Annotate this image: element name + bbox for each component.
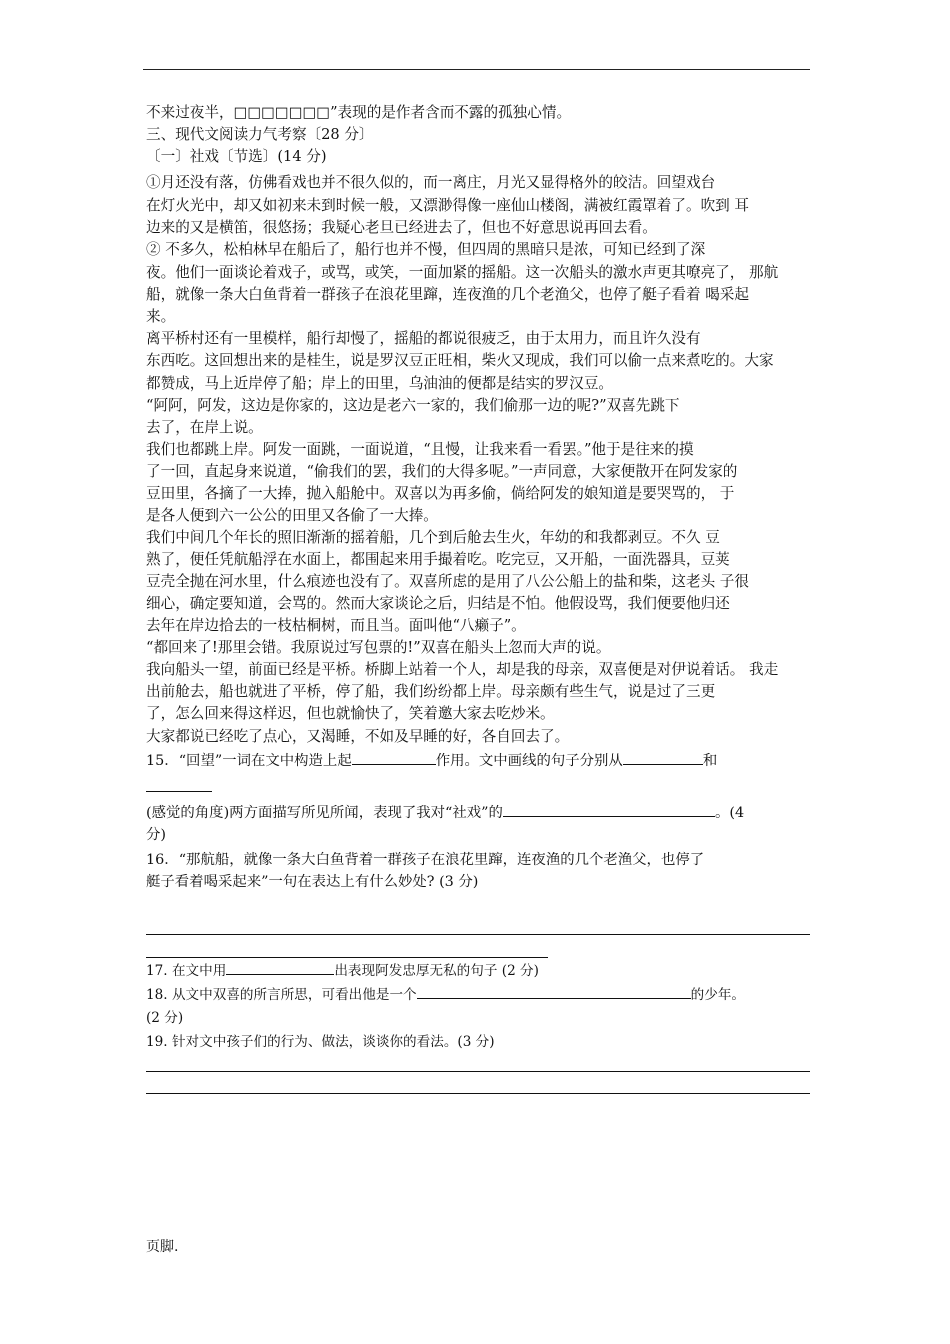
text-line: 夜。他们一面谈论着戏子，或骂，或笑，一面加紧的摇船。这一次船头的激水声更其嘹亮了， 那航 bbox=[146, 264, 779, 281]
text-line: 边来的又是横笛，很悠扬；我疑心老旦已经进去了，但也不好意思说再回去看。 bbox=[146, 219, 657, 236]
text-line: 东西吃。这回想出来的是桂生，说是罗汉豆正旺相，柴火又现成，我们可以偷一点来煮吃的。大家 bbox=[146, 352, 774, 369]
answer-line[interactable] bbox=[146, 1071, 810, 1072]
answer-blank[interactable] bbox=[352, 750, 436, 765]
page-footer: 页脚. bbox=[146, 1239, 179, 1255]
question-15-text-f: 分) bbox=[146, 827, 167, 843]
question-16-line2: 艇子看着喝采起来”一句在表达上有什么妙处? (3 分) bbox=[146, 874, 479, 890]
text-line: 不来过夜半，□□□□□□□”表现的是作者含而不露的孤独心情。 bbox=[146, 104, 572, 121]
question-15-text-c: 和 bbox=[702, 753, 718, 769]
section-heading: 三、现代文阅读力气考察〔28 分〕 bbox=[146, 126, 374, 143]
text-line: 都赞成，马上近岸停了船；岸上的田里，乌油油的便都是结实的罗汉豆。 bbox=[146, 375, 614, 392]
text-line: ② 不多久，松柏林早在船后了，船行也并不慢，但四周的黑暗只是浓，可知已经到了深 bbox=[146, 241, 706, 258]
text-line: 我向船头一望，前面已经是平桥。桥脚上站着一个人，却是我的母亲，双喜便是对伊说着话。 我走 bbox=[146, 661, 779, 678]
text-line: 细心，确定要知道，会骂的。然而大家谈论之后，归结是不怕。他假设骂，我们便要他归还 bbox=[146, 595, 730, 612]
text-line: 我们也都跳上岸。阿发一面跳，一面说道，“且慢，让我来看一看罢。”他于是往来的摸 bbox=[146, 441, 694, 458]
question-18-line2: (2 分) bbox=[146, 1010, 184, 1026]
question-18-line1 bbox=[146, 984, 745, 1006]
text-line: 大家都说已经吃了点心，又渴睡，不如及早睡的好，各自回去了。 bbox=[146, 728, 570, 745]
question-18-text-a: 18. 从文中双喜的所言所思，可看出他是一个 bbox=[146, 987, 417, 1003]
text-line: 在灯火光中，却又如初来未到时候一般，又漂渺得像一座仙山楼阁，满被红霞罩着了。吹到 耳 bbox=[146, 197, 749, 214]
text-line: 来。 bbox=[146, 308, 176, 325]
question-15-text-a: 15．“回望”一词在文中构造上起 bbox=[146, 753, 352, 769]
answer-line[interactable] bbox=[146, 957, 548, 958]
question-15-text-e: 。(4 bbox=[714, 805, 745, 821]
answer-line[interactable] bbox=[146, 934, 810, 935]
answer-blank[interactable] bbox=[226, 960, 334, 975]
text-line: 我们中间几个年长的照旧渐渐的摇着船，几个到后舱去生火，年幼的和我都剥豆。不久 豆 bbox=[146, 529, 720, 546]
question-16-line1: 16．“那航船，就像一条大白鱼背着一群孩子在浪花里蹿，连夜渔的几个老渔父，也停了 bbox=[146, 852, 705, 868]
answer-blank[interactable] bbox=[417, 984, 691, 999]
question-17 bbox=[146, 960, 539, 982]
text-line: 豆壳全抛在河水里，什么痕迹也没有了。双喜所虑的是用了八公公船上的盐和柴，这老头 子很 bbox=[146, 573, 749, 590]
text-line: 去了，在岸上说。 bbox=[146, 419, 263, 436]
passage-title: 〔一〕社戏〔节选〕(14 分) bbox=[146, 148, 327, 165]
question-15-text-d: (感觉的角度)两方面描写所见所闻，表现了我对“社戏”的 bbox=[146, 805, 503, 821]
question-17-text-b: 出表现阿发忠厚无私的句子 (2 分) bbox=[334, 963, 539, 979]
question-19-line1: 19. 针对文中孩子们的行为、做法，谈谈你的看法。(3 分) bbox=[146, 1034, 495, 1050]
text-line: 船，就像一条大白鱼背着一群孩子在浪花里蹿，连夜渔的几个老渔父，也停了艇子看着 喝采起 bbox=[146, 286, 749, 303]
text-line: “都回来了!那里会错。我原说过写包票的!”双喜在船头上忽而大声的说。 bbox=[146, 639, 611, 656]
text-line: 了，怎么回来得这样迟，但也就愉快了，笑着邀大家去吃炒米。 bbox=[146, 705, 555, 722]
text-line: ①月还没有落，仿佛看戏也并不很久似的，而一离庄，月光又显得格外的皎洁。回望戏台 bbox=[146, 174, 716, 191]
question-17-text-a: 17. 在文中用 bbox=[146, 963, 227, 979]
text-line: 熟了，便任凭航船浮在水面上，都围起来用手撮着吃。吃完豆，又开船，一面洗器具，豆荚 bbox=[146, 551, 730, 568]
text-line: 去年在岸边拾去的一枝枯桐树，而且当。面叫他“八癞子”。 bbox=[146, 617, 526, 634]
answer-blank[interactable] bbox=[146, 791, 212, 792]
question-15-line2 bbox=[146, 802, 744, 824]
question-15-text-b: 作用。文中画线的句子分别从 bbox=[435, 753, 623, 769]
answer-blank[interactable] bbox=[503, 802, 715, 817]
header-rule bbox=[143, 69, 810, 70]
question-18-text-b: 的少年。 bbox=[690, 987, 746, 1003]
text-line: “阿阿，阿发，这边是你家的，这边是老六一家的，我们偷那一边的呢?”双喜先跳下 bbox=[146, 397, 680, 414]
text-line: 离平桥村还有一里模样，船行却慢了，摇船的都说很疲乏，由于太用力，而且许久没有 bbox=[146, 330, 701, 347]
text-line: 是各人便到六一公公的田里又各偷了一大捧。 bbox=[146, 507, 438, 524]
text-line: 了一回，直起身来说道，“偷我们的罢，我们的大得多呢。”一声同意，大家便散开在阿发家的 bbox=[146, 463, 738, 480]
question-15-line1 bbox=[146, 750, 717, 772]
text-line: 豆田里，各摘了一大捧，抛入船舱中。双喜以为再多偷，倘给阿发的娘知道是要哭骂的， 于 bbox=[146, 485, 735, 502]
text-line: 出前舱去，船也就进了平桥，停了船，我们纷纷都上岸。母亲颇有些生气，说是过了三更 bbox=[146, 683, 716, 700]
answer-blank[interactable] bbox=[623, 750, 703, 765]
answer-line[interactable] bbox=[146, 1093, 810, 1094]
